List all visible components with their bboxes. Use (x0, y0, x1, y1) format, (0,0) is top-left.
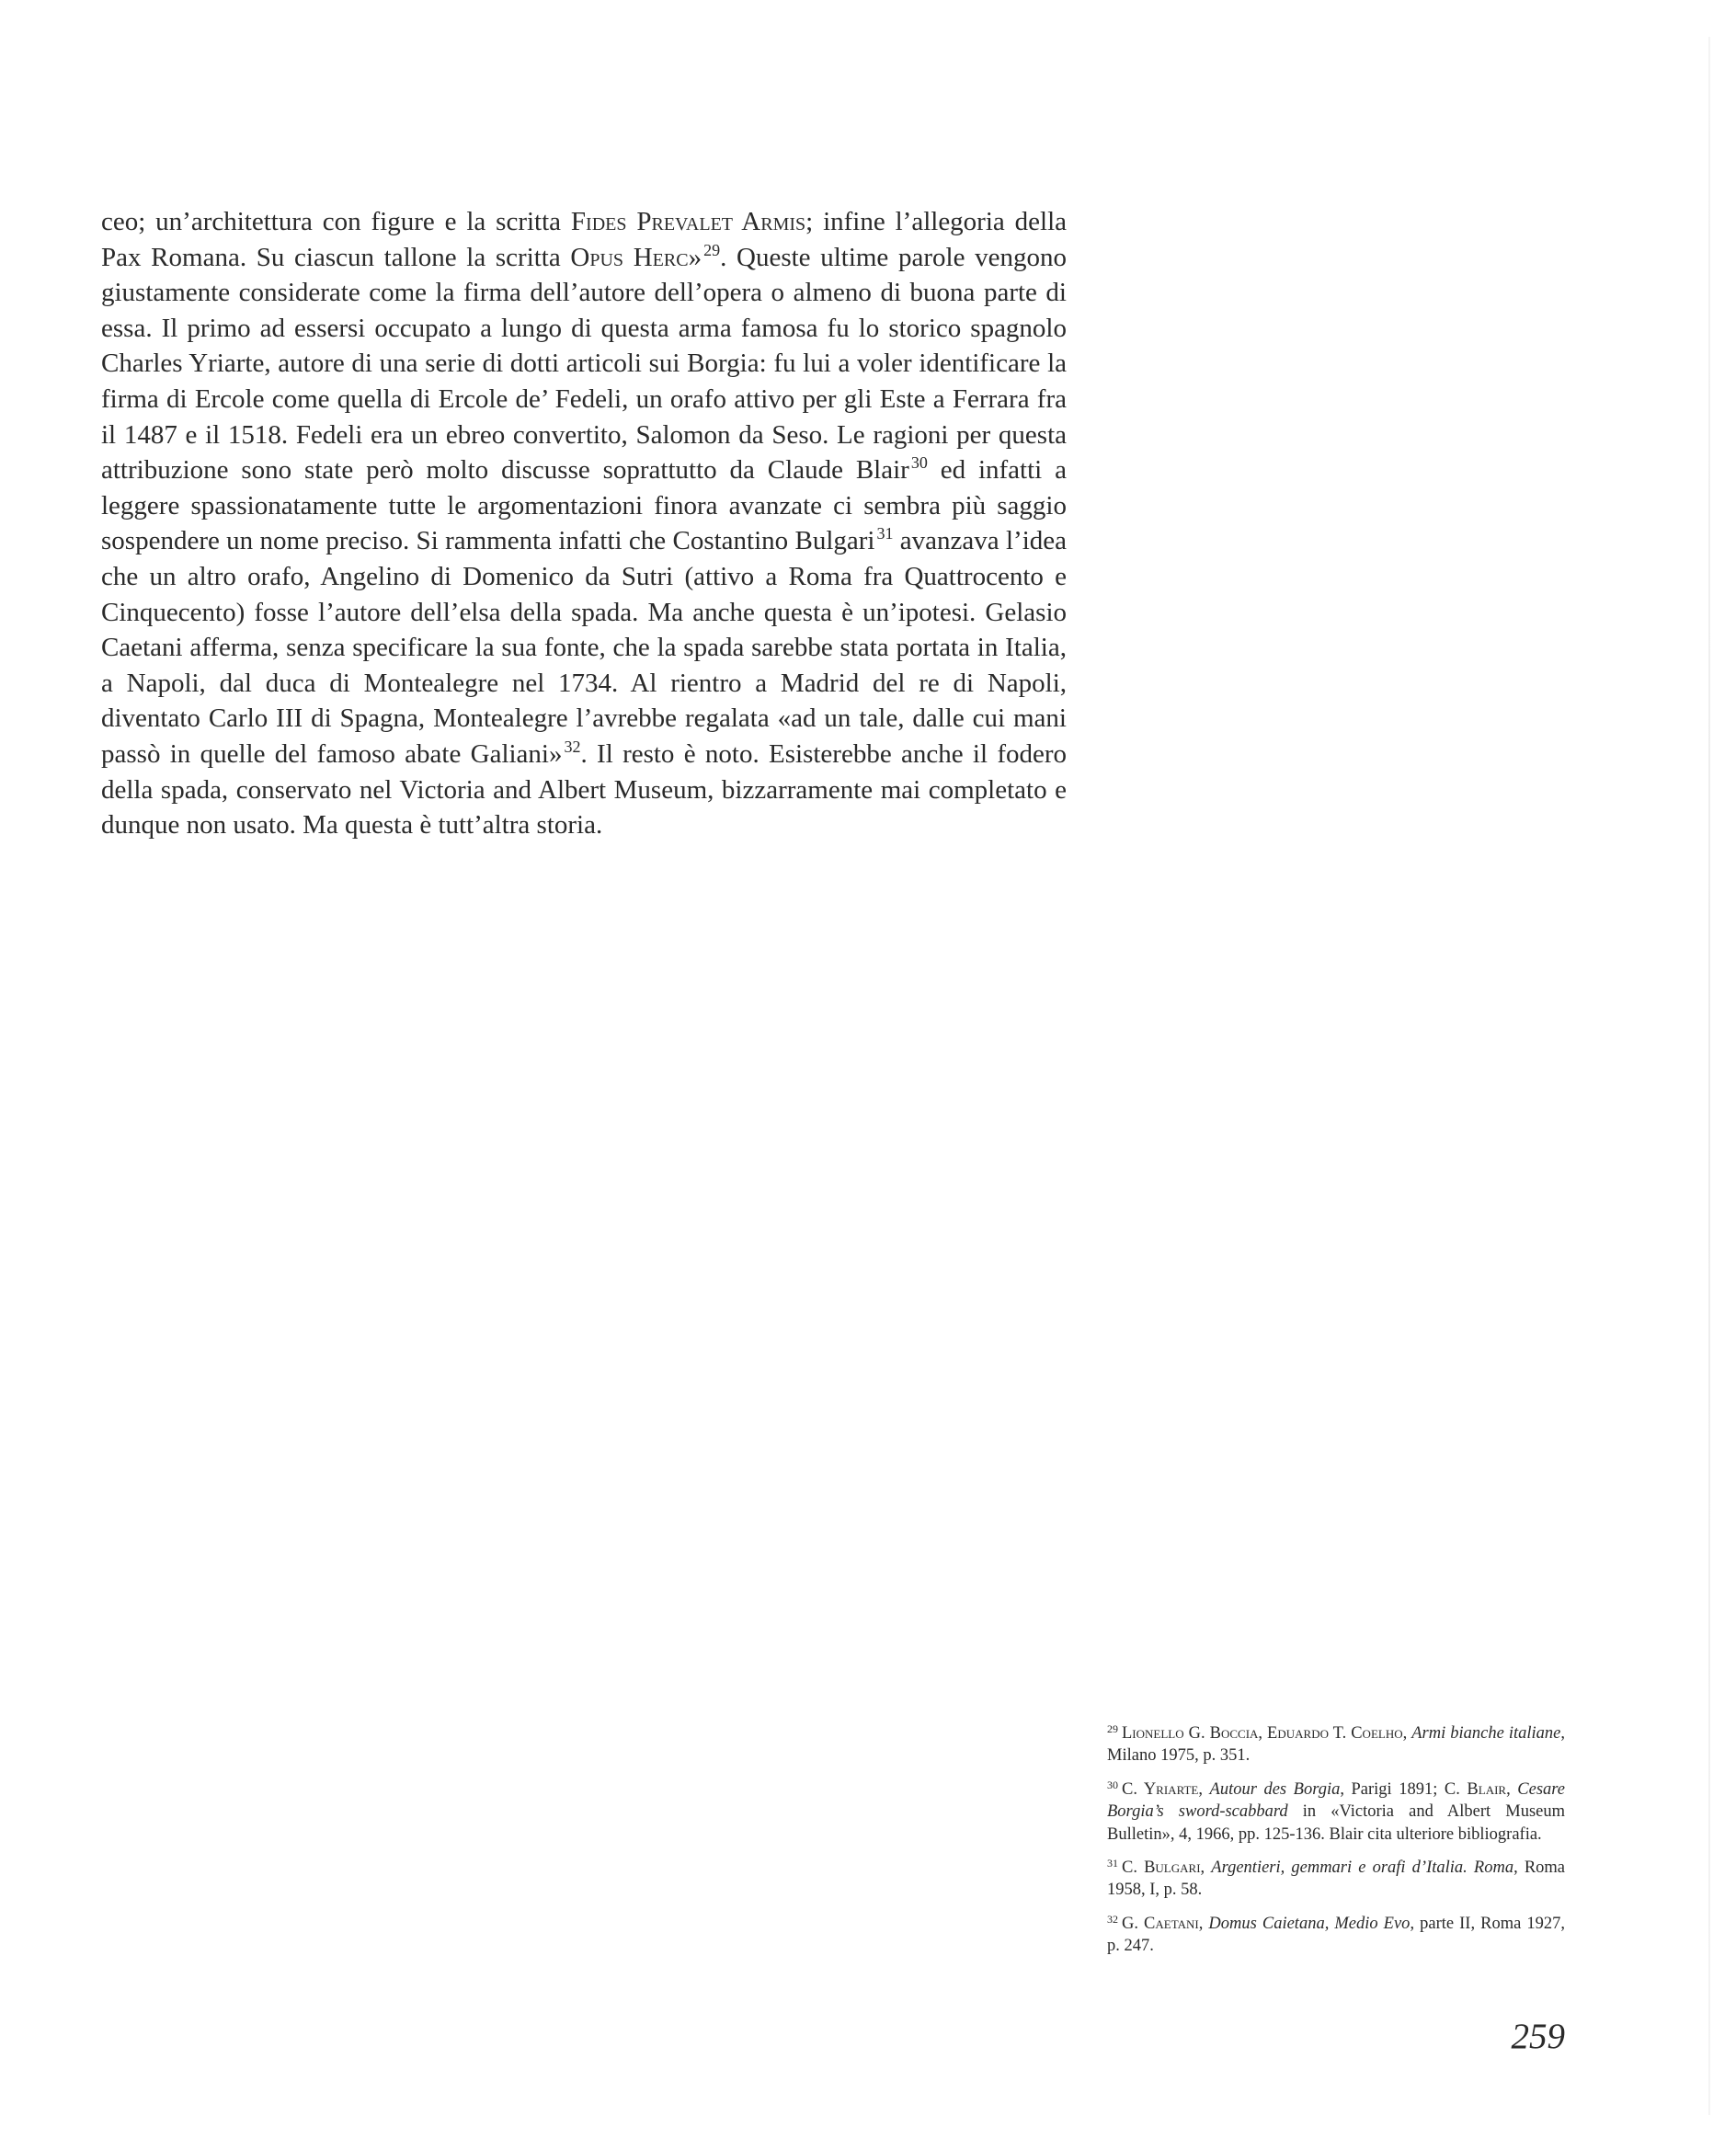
footnote-number: 32 (1107, 1912, 1118, 1926)
footnote-32 (1107, 1913, 1565, 1958)
footnote-text: , Roma 1958, I, p. 58. (1107, 1858, 1566, 1900)
footnote-author: G. Caetani (1122, 1914, 1199, 1933)
body-text-segment: . Queste ultime parole vengono giustamente considerate come la firma dell’autore dell’opera o almeno di buona parte di essa. Il primo ad essersi occupato a lungo di questa arma famosa fu lo storico spagnolo Charles Yriarte, autore di una serie di dotti articoli sui Borgia: fu lui a voler identificare la firma di Ercole come quella di Ercole de’ Fedeli, un orafo attivo per gli Este a Ferrara fra il 1487 e il 1518. Fedeli era un ebreo convertito, Salomon da Seso. Le ragioni per questa attribuzione sono state però molto discusse soprattutto da Claude Blair (101, 242, 1067, 486)
footnote-title: Cesare Borgia’s sword-scabbard (1107, 1779, 1565, 1822)
footnote-text: , Milano 1975, p. 351. (1107, 1724, 1565, 1766)
page-edge-shadow (1708, 37, 1710, 2115)
footnote-text: , (1198, 1914, 1209, 1933)
footnote-text: in «Victoria and Albert Museum Bulletin», 4, 1966, pp. 125-136. Blair cita ulteriore bibliografia. (1107, 1802, 1565, 1844)
footnote-title: Armi bianche italiane (1411, 1724, 1561, 1743)
footnote-text: , (1198, 1779, 1210, 1799)
footnote-author: C. Yriarte (1122, 1779, 1199, 1799)
body-text-segment: . Il resto è noto. Esisterebbe anche il fodero della spada, conservato nel Victoria and Albert Museum, bizzarramente mai completato e dunque non usato. Ma questa è tutt’altra storia. (101, 738, 1068, 841)
footnote-29 (1107, 1722, 1565, 1767)
footnotes (1107, 1722, 1565, 1969)
body-text-segment: ed infatti a leggere spassionatamente tutte le argomentazioni finora avanzate ci sembra più saggio sospendere un nome preciso. Si rammenta infatti che Costantino Bulgari (101, 455, 1067, 556)
body-text-segment: ceo; un’architettura con figure e la scritta (101, 207, 571, 236)
footnote-number: 29 (1107, 1722, 1118, 1735)
footnote-author: Lionello G. Boccia, Eduardo T. Coelho (1122, 1724, 1403, 1743)
footnote-text: , (1200, 1858, 1212, 1878)
inscription-opus-herc: Opus Herc (570, 242, 689, 272)
footnote-31 (1107, 1857, 1565, 1902)
footnote-text: , (1506, 1779, 1518, 1799)
footnote-author: C. Bulgari (1122, 1858, 1201, 1878)
footnote-text: , Parigi 1891; (1340, 1779, 1445, 1799)
footnote-number: 31 (1107, 1857, 1118, 1870)
body-text-segment: ; infine l’allegoria della Pax Romana. Su ciascun tallone la scritta (101, 207, 1068, 272)
footnote-title: Domus Caietana, Medio Evo (1208, 1914, 1410, 1933)
footnote-ref-30: 30 (910, 453, 928, 473)
footnote-number: 30 (1107, 1778, 1118, 1791)
inscription-fides-prevalet-armis: Fides Prevalet Armis (570, 207, 806, 236)
footnote-text: , parte II, Roma 1927, p. 247. (1107, 1914, 1565, 1956)
footnote-30 (1107, 1778, 1565, 1846)
footnote-title: Autour des Borgia (1209, 1779, 1341, 1799)
body-text-segment: avanzava l’idea che un altro orafo, Angelino di Domenico da Sutri (attivo a Roma fra Quattrocento e Cinquecento) fosse l’autore dell’elsa della spada. Ma anche questa è un’ipotesi. Gelasio Caetani afferma, senza specificare la sua fonte, che la spada sarebbe stata portata in Italia, a Napoli, dal duca di Montealegre nel 1734. Al rientro a Madrid del re di Napoli, diventato Carlo III di Spagna, Montealegre l’avrebbe regalata «ad un tale, dalle cui mani passò in quelle del famoso abate Galiani» (101, 526, 1067, 769)
footnote-ref-32: 32 (564, 737, 581, 756)
page-number: 259 (1511, 2017, 1565, 2056)
body-paragraph (101, 204, 1067, 843)
body-text-segment: » (688, 242, 702, 272)
footnote-author: C. Blair (1444, 1779, 1507, 1799)
footnote-ref-29: 29 (703, 240, 721, 259)
footnote-text: , (1402, 1724, 1412, 1743)
footnote-title: Argentieri, gemmari e orafi d’Italia. Roma (1211, 1858, 1514, 1878)
footnote-ref-31: 31 (876, 524, 894, 543)
